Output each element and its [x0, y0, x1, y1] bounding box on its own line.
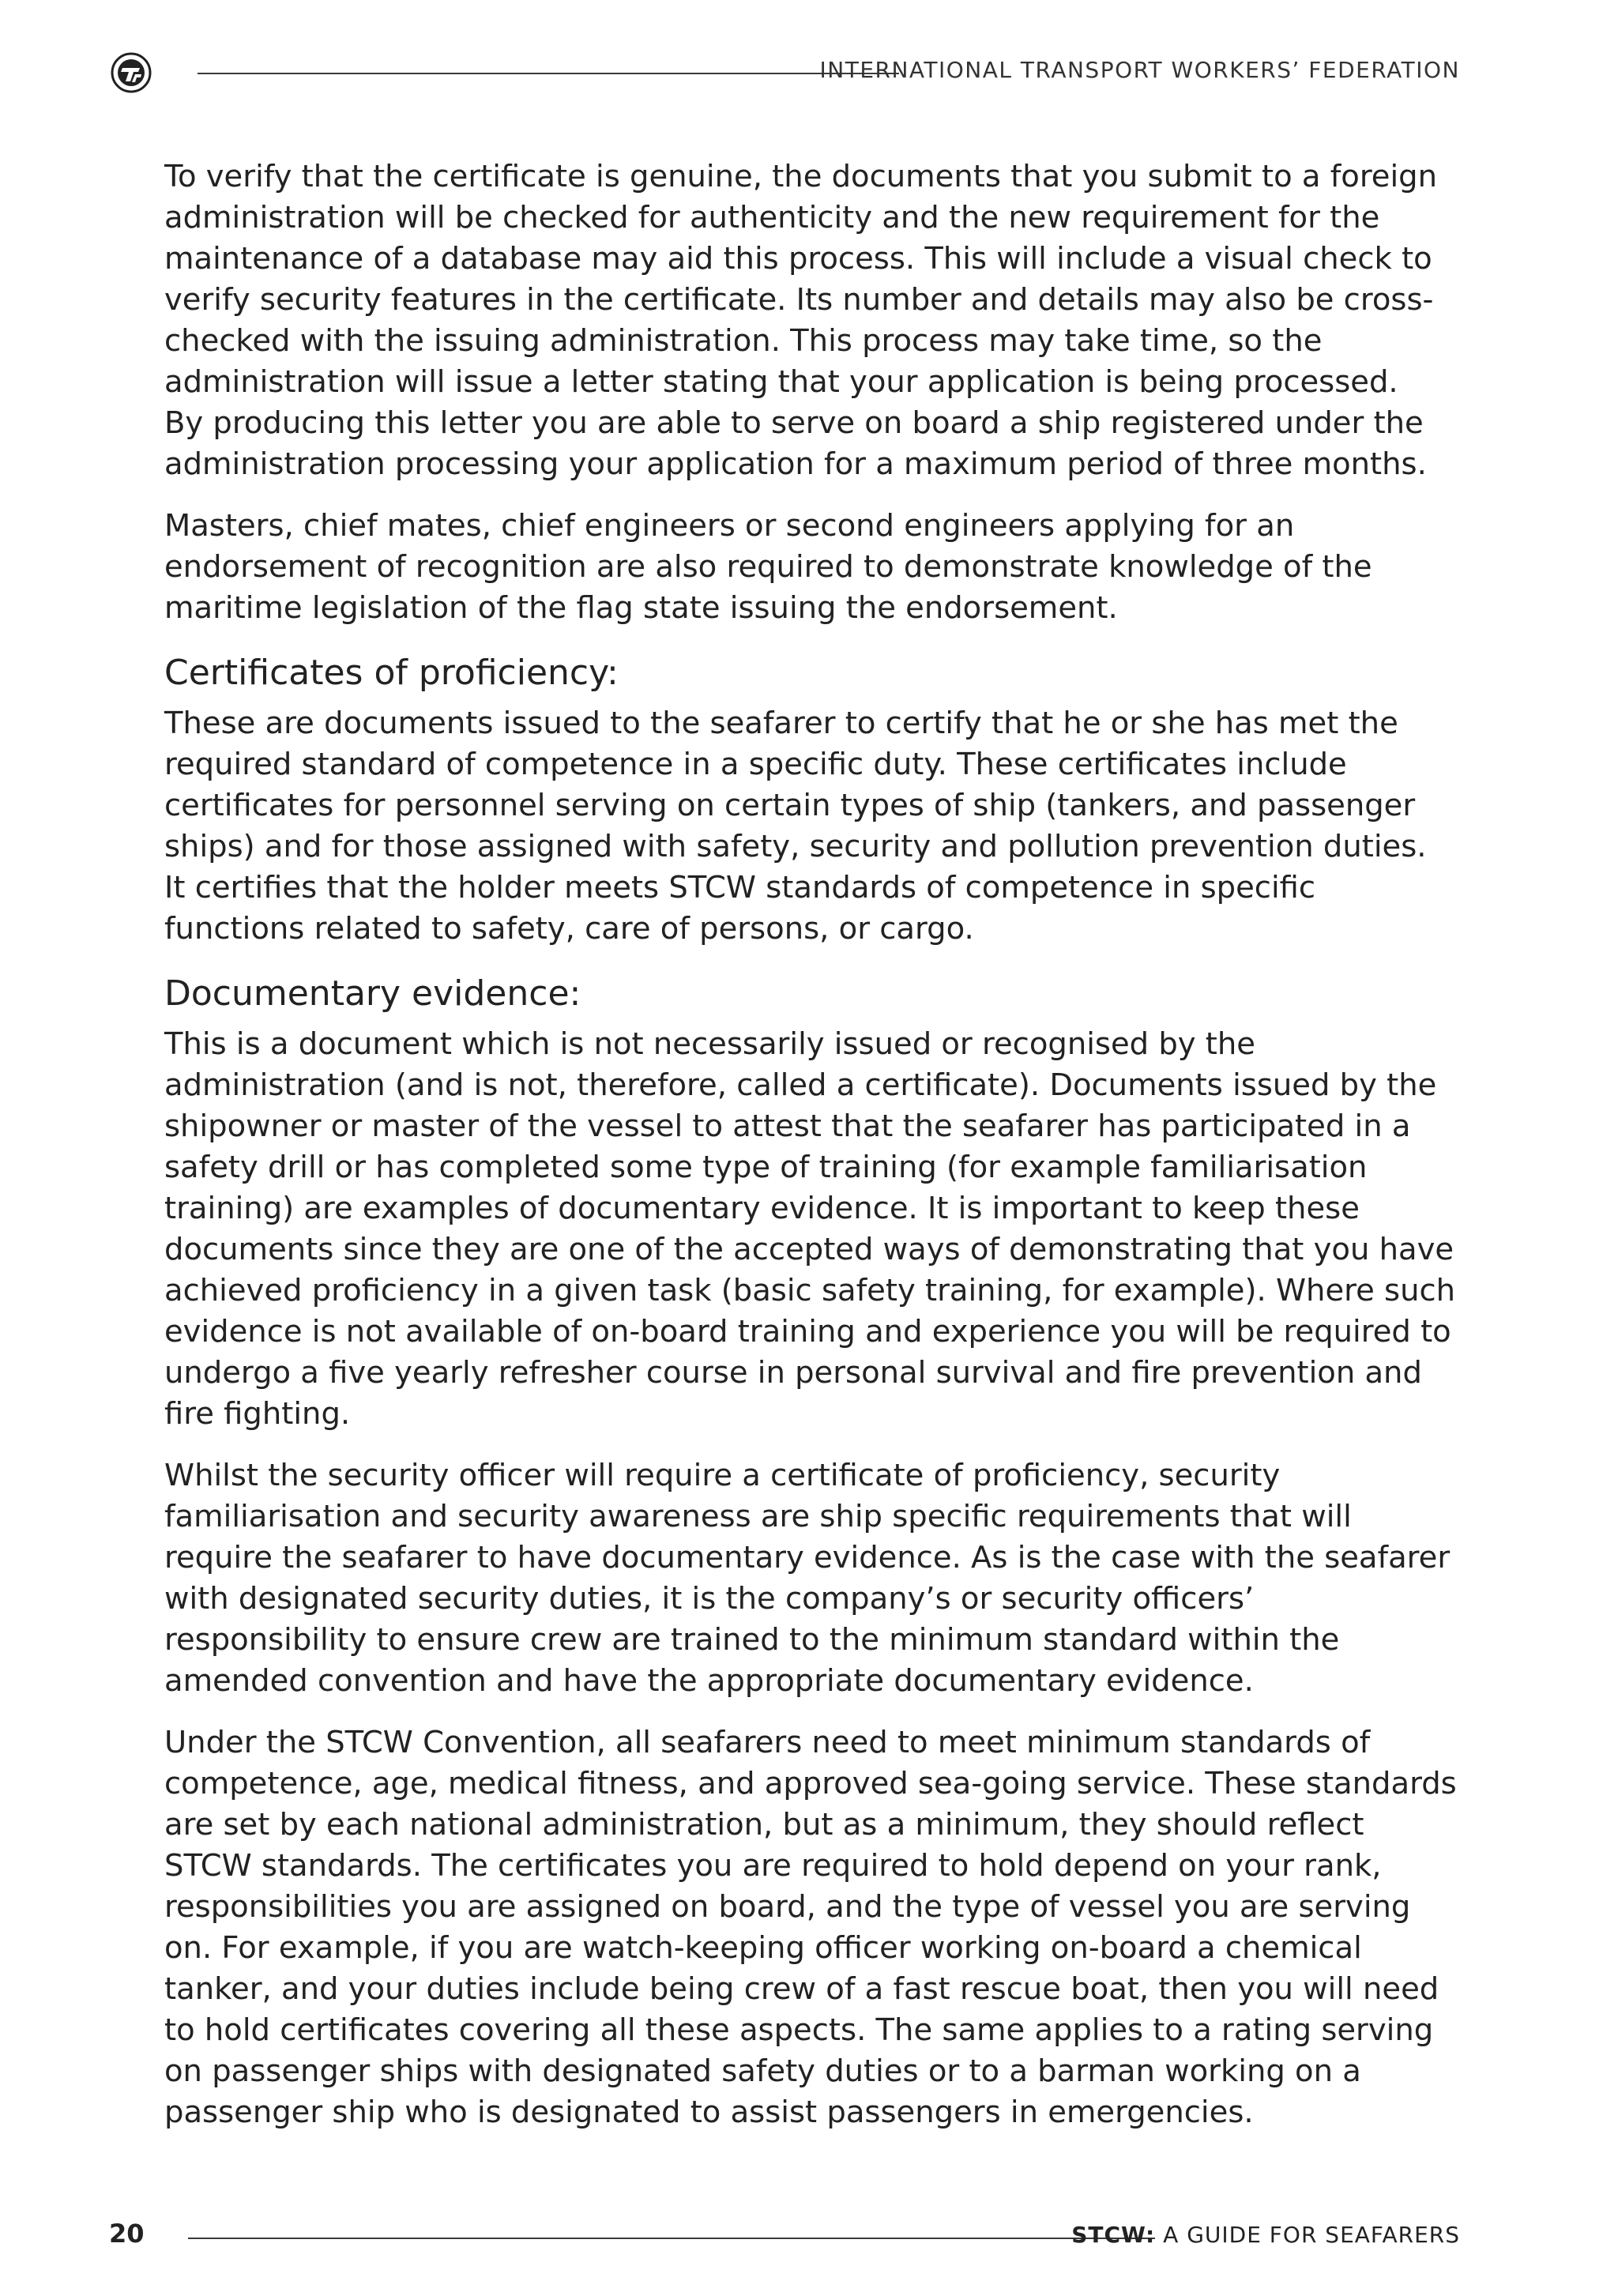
header-title: INTERNATIONAL TRANSPORT WORKERS’ FEDERATION	[819, 57, 1460, 83]
paragraph-stcw-convention: Under the STCW Convention, all seafarers need to meet minimum standards of competence, age, medical fitness, and approved sea-going service. These standards are set by each national administration, but as a minimum, they should reflect STCW standards. The certificates you are required to hold depend on your rank, responsibilities you are assigned on board, and the type of vessel you are serving on. For example, if you are watch-keeping officer working on-board a chemical tanker, and your duties include being crew of a fast rescue boat, then you will need to hold certificates covering all these aspects. The same applies to a rating serving on passenger ships with designated safety duties or to a barman working on a passenger ship who is designated to assist passengers in emergencies.	[164, 1725, 1457, 2130]
paragraph-endorsement: Masters, chief mates, chief engineers or second engineers applying for an endorsement of recognition are also required to demonstrate knowledge of the maritime legislation of the flag state issuing the endorsement.	[164, 508, 1372, 626]
heading-documentary-evidence: Documentary evidence:	[164, 973, 581, 1014]
footer-title	[1071, 2222, 1460, 2248]
footer-title-bold: STCW:	[1071, 2222, 1156, 2248]
itf-globe-logo-icon	[109, 51, 153, 95]
paragraph-verification-text: To verify that the certificate is genuine, the documents that you submit to a foreign administration will be checked for authenticity and the new requirement for the maintenance of a database may aid this process. This will include a visual check to verify security features in the certificate. Its number and details may also be cross-checked with the issuing administration. This process may take time, so the administration will issue a letter stating that your application is being processed.	[164, 159, 1438, 400]
header-rule	[198, 73, 899, 74]
paragraph-security-officer: Whilst the security officer will require a certificate of proficiency, security familiarisation and security awareness are ship specific requirements that will require the seafarer to have documentary evidence. As is the case with the seafarer with designated security duties, it is the company’s or security officers’ responsibility to ensure crew are trained to the minimum standard within the amended convention and have the appropriate documentary evidence.	[164, 1458, 1451, 1699]
paragraph-verification-letter: By producing this letter you are able to serve on board a ship registered under the administration processing your application for a maximum period of three months.	[164, 405, 1427, 482]
footer-title-rest: A GUIDE FOR SEAFARERS	[1155, 2222, 1460, 2248]
page-number: 20	[109, 2219, 145, 2249]
page-header	[109, 51, 1460, 95]
footer-rule	[188, 2238, 1155, 2239]
paragraph-proficiency	[164, 703, 1460, 950]
paragraph-proficiency-text: These are documents issued to the seafarer to certify that he or she has met the required standard of competence in a specific duty. These certificates include certificates for personnel serving on certain types of ship (tankers, and passenger ships) and for those assigned with safety, security and pollution prevention duties.	[164, 706, 1427, 864]
page-footer	[109, 2219, 1460, 2250]
page-content	[164, 156, 1460, 2154]
paragraph-proficiency-holder: It certifies that the holder meets STCW standards of competence in specific functions related to safety, care of persons, or cargo.	[164, 870, 1316, 947]
heading-certificates-of-proficiency: Certificates of proficiency:	[164, 653, 619, 693]
paragraph-verification	[164, 156, 1460, 485]
paragraph-documentary-evidence: This is a document which is not necessarily issued or recognised by the administration (and is not, therefore, called a certificate). Documents issued by the shipowner or master of the vessel to attest that the seafarer has participated in a safety drill or has completed some type of training (for example familiarisation training) are examples of documentary evidence. It is important to keep these documents since they are one of the accepted ways of demonstrating that you have achieved proficiency in a given task (basic safety training, for example). Where such evidence is not available of on-board training and experience you will be required to undergo a five yearly refresher course in personal survival and fire prevention and fire fighting.	[164, 1026, 1456, 1432]
